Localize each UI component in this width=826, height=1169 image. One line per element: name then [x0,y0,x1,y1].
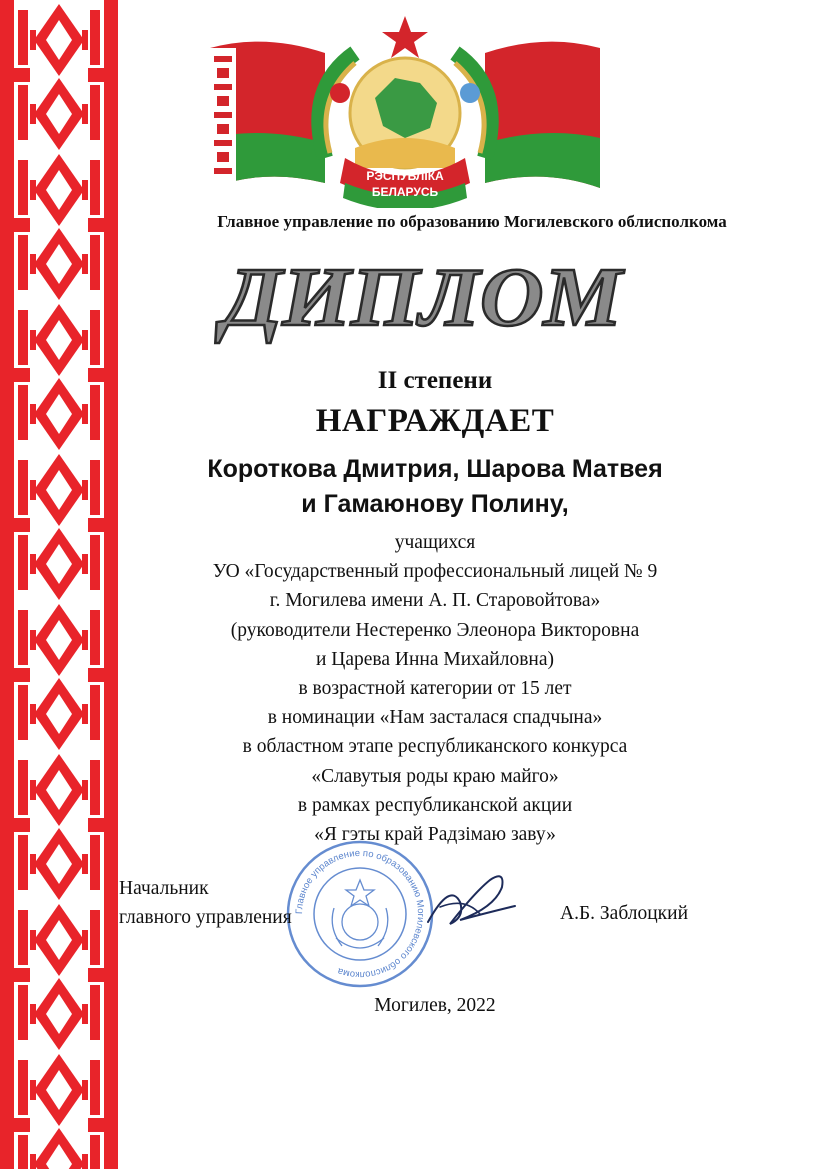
detail-line: г. Могилева имени А. П. Старовойтова» [269,590,601,612]
detail-line: и Царева Инна Михайловна) [315,648,555,670]
award-details [130,528,740,849]
place-date: Могилев, 2022 [374,995,496,1016]
degree: II степени [377,367,493,394]
signatory-title-line: Начальник [119,878,209,899]
signatory-title [119,874,292,932]
ornament-border [0,0,118,1169]
state-emblem [205,8,605,208]
names-line: и Гамаюнову Полину, [301,490,569,518]
seal-text: Главное управление по образованию Могилевского облисполкома [293,847,427,981]
detail-line: в возрастной категории от 15 лет [298,678,572,700]
detail-line: «Я гэты край Радзімаю заву» [314,824,556,846]
diploma-title [210,245,630,355]
issuer-header: Главное управление по образованию Могилевского облисполкома [217,212,727,231]
names-line: Короткова Дмитрия, Шарова Матвея [207,455,663,483]
detail-line: (руководители Нестеренко Элеонора Викторовна [230,619,640,641]
emblem-label-line1: РЭСПУБЛІКА [366,169,444,183]
signature [420,862,520,942]
detail-line: «Славутыя роды краю майго» [311,765,559,787]
detail-line: в номинации «Нам засталася спадчына» [267,707,603,729]
recipient-names [130,452,740,522]
detail-line: в областном этапе республиканского конкурса [242,736,628,758]
detail-line: УО «Государственный профессиональный лицей № 9 [212,561,658,583]
emblem-label-line2: БЕЛАРУСЬ [371,185,439,199]
official-seal [284,838,436,990]
awards-heading: НАГРАЖДАЕТ [315,403,555,439]
signatory-name: А.Б. Заблоцкий [560,903,689,924]
detail-line: в рамках республиканской акции [297,794,573,816]
signatory-title-line: главного управления [119,907,292,928]
diploma-title-text: ДИПЛОМ [214,251,626,344]
detail-line: учащихся [394,532,476,553]
